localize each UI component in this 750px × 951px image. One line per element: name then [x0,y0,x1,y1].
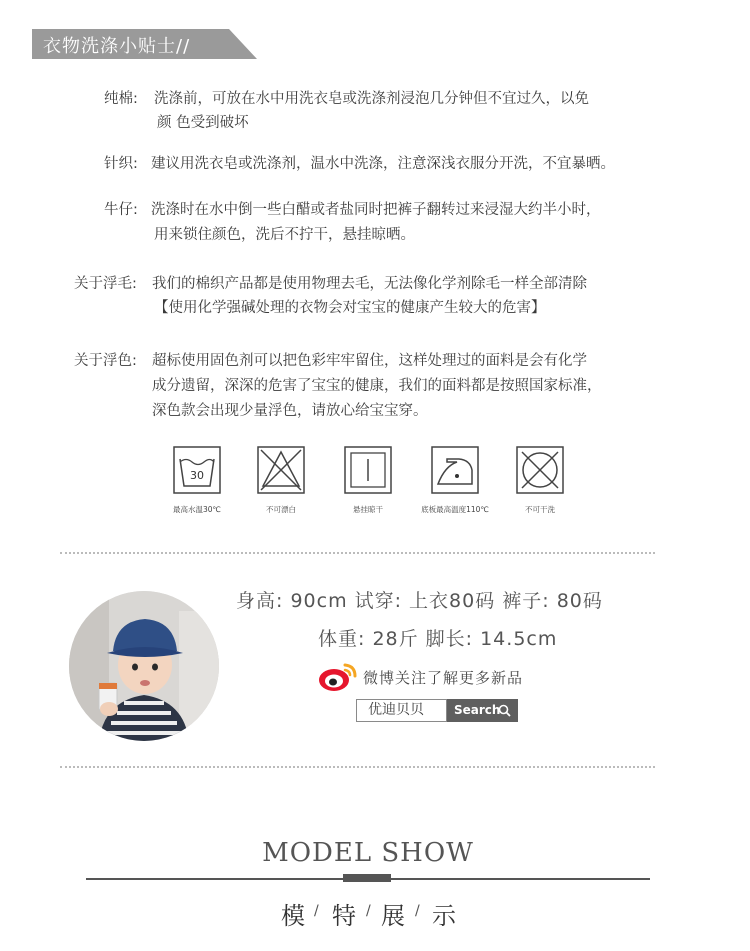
care-caption: 不可干洗 [525,505,555,514]
section-header [32,29,257,59]
model-avatar [69,591,219,741]
tip-text: 我们的棉织产品都是使用物理去毛，无法像化学剂除毛一样全部清除 [152,276,587,292]
tip-label: 针织: [104,156,138,172]
no-dry-clean-icon [516,446,564,494]
no-bleach-icon [257,446,305,494]
dotted-divider [60,552,655,554]
care-caption: 不可漂白 [266,505,296,514]
weibo-icon[interactable] [318,661,358,697]
wash-30-icon [173,446,221,494]
model-show-char: 示 [432,902,456,930]
model-show-title: MODEL SHOW [262,838,474,868]
line-dry-icon [344,446,392,494]
tip-label: 关于浮色: [74,353,137,369]
tip-label: 纯棉: [104,91,138,107]
care-caption: 最高水温30℃ [173,505,221,514]
dotted-divider [60,766,655,768]
care-item-bleach [231,446,331,515]
model-show-accent-bar [343,874,391,882]
model-weight-info: 体重: 28斤 脚长: 14.5cm [318,628,558,650]
model-show-char: 展 [381,902,405,930]
header-title: 衣物洗涤小贴士// [43,36,191,57]
care-caption: 底板最高温度110℃ [421,505,489,514]
tip-label: 牛仔: [104,202,138,218]
care-item-dryclean [490,446,590,515]
tip-label: 关于浮毛: [74,276,137,292]
shop-search-input[interactable]: 优迪贝贝 [356,699,447,722]
model-size-info: 身高: 90cm 试穿: 上衣80码 裤子: 80码 [236,590,603,612]
tip-text: 【使用化学强碱处理的衣物会对宝宝的健康产生较大的危害】 [154,300,546,316]
tip-text: 用来锁住颜色，洗后不拧干，悬挂晾晒。 [154,227,415,243]
search-button[interactable] [447,699,518,722]
tip-text: 超标使用固色剂可以把色彩牢牢留住，这样处理过的面料是会有化学 [152,353,587,369]
tip-text: 颜 色受到破坏 [157,115,249,131]
iron-110-icon [431,446,479,494]
tip-text: 洗涤前，可放在水中用洗衣皂或洗涤剂浸泡几分钟但不宜过久，以免 [154,91,589,107]
tip-text: 深色款会出现少量浮色，请放心给宝宝穿。 [152,403,428,419]
search-button-label: Search [454,703,501,717]
search-icon [498,704,511,717]
care-caption: 悬挂晾干 [353,505,383,514]
weibo-follow-text: 微博关注了解更多新品 [363,669,524,687]
tip-text: 建议用洗衣皂或洗涤剂，温水中洗涤，注意深浅衣服分开洗，不宜暴晒。 [151,156,615,172]
model-show-char: 模 [281,902,305,930]
wash-temp: 30 [190,469,204,482]
tip-text: 洗涤时在水中倒一些白醋或者盐同时把裤子翻转过来浸湿大约半小时， [151,202,601,218]
care-item-dry [318,446,418,515]
model-show-separator: / [366,903,371,919]
model-show-separator: / [314,903,319,919]
model-show-separator: / [415,903,420,919]
tip-text: 成分遗留，深深的危害了宝宝的健康，我们的面料都是按照国家标准， [152,378,602,394]
model-show-char: 特 [332,902,356,930]
